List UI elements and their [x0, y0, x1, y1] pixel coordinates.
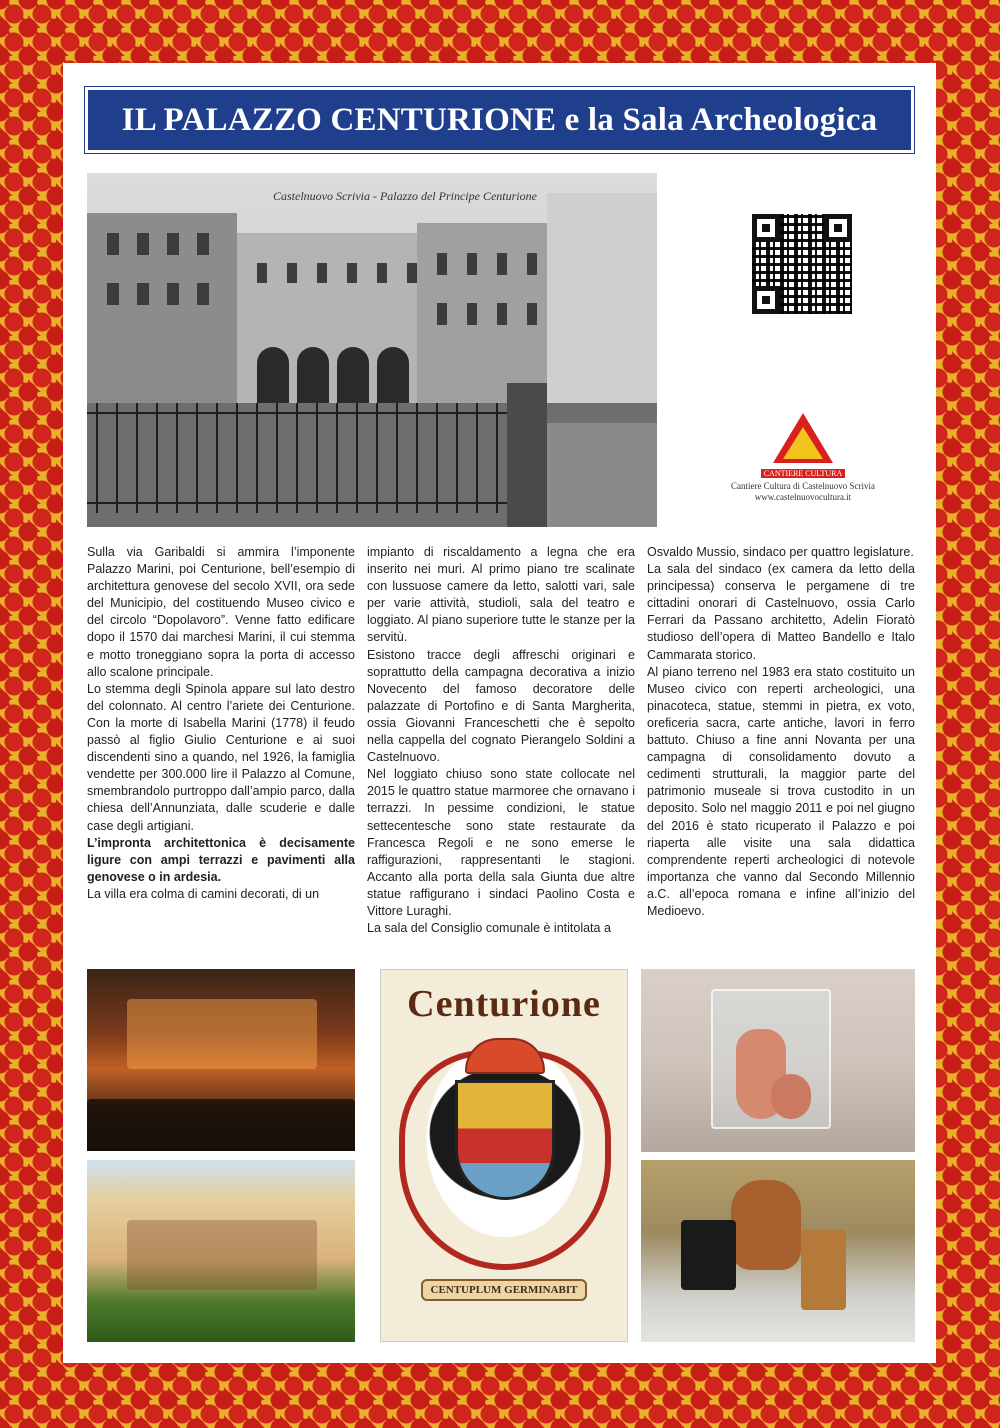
audience [87, 1099, 355, 1151]
palazzo-illustration [87, 173, 657, 527]
text-column-3 [647, 544, 915, 920]
qr-finder-top-right [824, 214, 852, 242]
cantiere-cultura-logo [723, 413, 883, 503]
crest-motto: CENTUPLUM GERMINABIT [421, 1279, 587, 1301]
qr-finder-bottom-left [752, 286, 780, 314]
archaeological-finds-photo [641, 1160, 915, 1342]
qr-finder-top-left [752, 214, 780, 242]
logo-url[interactable]: www.castelnuovocultura.it [754, 492, 852, 502]
paragraph: impianto di riscaldamento a legna che era inserito nei muri. Al primo piano tre scalinate con lussuose camere da letto, salotti vari, sale per varie attività, studioli, sala del teatro e loggiato. Al piano superiore tutte le stanze per la servitù. [367, 545, 635, 645]
paragraph: La sala del sindaco (ex camera da letto della principessa) conserva le pergamene di tre cittadini onorari di Castelnuovo, ossia Carlo Ferrari da Passano architetto, Adelin Fioratò studioso dell’opera di Matteo Bandello e Italo Cammarata storico. [647, 562, 915, 662]
page-title: IL PALAZZO CENTURIONE e la Sala Archeologica [121, 101, 878, 138]
paragraph: Esistono tracce degli affreschi originari e soprattutto della campagna decorativa a inizio Novecento del famoso decoratore delle palazzate di Portofino e di Santa Margherita, ossia Giovanni Franceschetti che è sepolto nella cappella del cognato Pierangelo Soldini a Castelnuovo. [367, 647, 635, 765]
wooden-vessel [801, 1230, 846, 1310]
warning-sign-icon [773, 413, 833, 463]
postcard-caption: Castelnuovo Scrivia - Palazzo del Principe Centurione [273, 189, 537, 203]
shield-icon [455, 1080, 555, 1200]
paragraph: La villa era colma di camini decorati, di un [87, 886, 320, 901]
courtyard-night-concert-photo [87, 969, 355, 1151]
paragraph: Al piano terreno nel 1983 era stato costituito un Museo civico con reperti archeologici, una pinacoteca, statue, stemmi in pietra, ex voto, oreficeria sacra, carte antiche, lavori in ferro battuto. Chiuso a fine anni Novanta per una campagna di consolidamento dovuto a cedimenti strutturali, la maggior parte del patrimonio museale si trova custodito in un deposito. Solo nel maggio 2011 e poi nel giugno del 2016 è stato ricuperato il Palazzo e poi riaperta alle visite una sala didattica comprendente reperti archeologici di notevole importanza che vanno dal Secondo Millennio a.C. all’epoca romana e infine all’inizio del Medioevo. [647, 664, 915, 918]
paragraph: L’impronta architettonica è decisamente ligure con ampi terrazzi e pavimenti alla genovese o in ardesia. [87, 835, 355, 884]
text-column-1 [87, 544, 355, 903]
crest-title: Centurione [407, 983, 601, 1025]
amphora-display-case-photo [641, 969, 915, 1152]
title-banner [85, 87, 914, 153]
paragraph: Lo stemma degli Spinola appare sul lato destro del colonnato. Al centro l’ariete dei Centurione. Con la morte di Isabella Marini (1778) il feudo passò al figlio Giulio Centurione e ai suoi discendenti sino a quando, nel 1926, la famiglia vendette per 300.000 lire il Palazzo al Comune, smembrandolo purtroppo dall’ampio parco, dalla chiesa dell’Annunziata, dalle scuderie e dalle case degli artigiani. [87, 681, 355, 833]
logo-name: Cantiere Cultura di Castelnuovo Scrivia [731, 481, 875, 491]
arcade [127, 1220, 317, 1290]
text-column-2 [367, 544, 635, 937]
qr-code[interactable] [749, 211, 855, 317]
crown-icon [465, 1038, 545, 1074]
centurione-crest-photo [380, 969, 628, 1342]
amphora-fragment [771, 1074, 811, 1119]
clay-jar [731, 1180, 801, 1270]
paragraph: Sulla via Garibaldi si ammira l’imponente Palazzo Marini, poi Centurione, bell’esempio di architettura genovese del secolo XVII, ora sede del Municipio, del costituendo Museo civico e del circolo “Dopolavoro”. Venne fatto edificare dopo il 1570 dai marchesi Marini, il cui stemma e motto troneggiano sopra la porta di accesso allo scalone principale. [87, 545, 355, 679]
lit-facade [127, 999, 317, 1069]
dark-fragment [681, 1220, 736, 1290]
paragraph: Nel loggiato chiuso sono state collocate nel 2015 le quattro statue marmoree che ornavano i terrazzi. In pessime condizioni, le statue settecentesche sono state restaurate da Francesca Regoli e ne sono emerse le raffigurazioni, rappresentanti le stagioni. Accanto alla porta della sala Giunta due altre statue raffigurano i sindaci Paolino Costa e Vittore Luraghi. [367, 767, 635, 918]
poster-panel [63, 63, 936, 1363]
postcard-photo [87, 173, 657, 527]
paragraph: La sala del Consiglio comunale è intitolata a [367, 921, 611, 936]
palazzo-garden-photo [87, 1160, 355, 1342]
logo-badge: CANTIERE CULTURA [761, 469, 846, 478]
paragraph: Osvaldo Mussio, sindaco per quattro legislature. [647, 545, 914, 559]
